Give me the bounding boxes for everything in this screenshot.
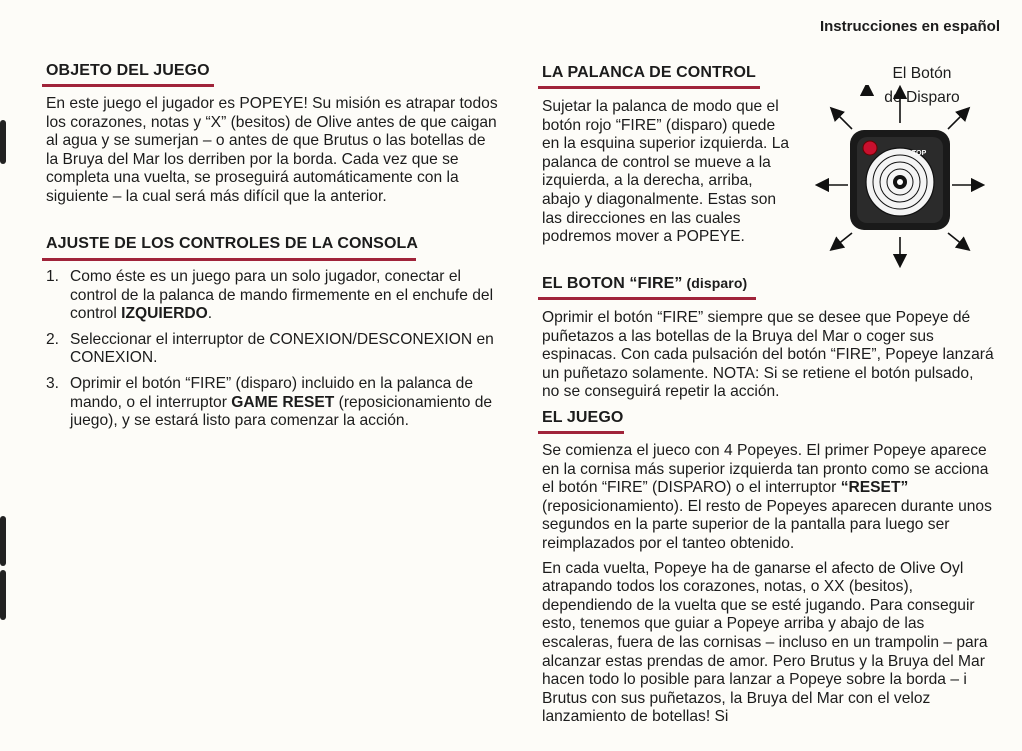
heading-rule [42,258,416,261]
joystick-diagram [800,85,1000,270]
heading-rule [538,431,624,434]
language-header: Instrucciones en español [819,18,1000,35]
binding-mark [0,516,6,566]
list-item-number: 2. [46,330,60,348]
boton-text: Oprimir el botón “FIRE” siempre que se desee que Popeye dé puñetazos a las botellas de la Bruya del Mar o coger sus espinacas. Con cada pulsación del botón “FIRE”, Popeye lanzará un puñetazo solamente. NOTA: Si se retiene el botón pulsado, no se conseguirá repetir la acción. [542,309,994,401]
callout-line-2: de Disparo [884,89,960,106]
fire-button-icon [863,141,877,155]
objetivo-heading: OBJETO DEL JUEGO [46,62,210,79]
juego-paragraph-2: En cada vuelta, Popeye ha de ganarse el afecto de Olive Oyl atrapando todos los corazones, notas, o XX (besitos), dependiendo de la vuelta que se esté jugando. Para conseguir esto, tenemos que guiar a Popeye arriba y abajo de las escaleras, fuera de las cornisas – incluso en un trampolin – para alcanzar estas prendas de amor. Pero Brutus y la Bruya del Mar hacen todo lo posible para lanzar a Popeye sobre la borda – i Brutus con sus puñetazos, la Bruya del Mar con el veloz lanzamiento de botellas! Si [542,559,988,726]
top-label: TOP [912,150,927,157]
list-item-number: 3. [46,374,60,392]
callout-line-1: El Botón [892,65,952,82]
juego-heading: EL JUEGO [542,409,624,426]
heading-rule [538,297,756,300]
list-item: 3. Oprimir el botón “FIRE” (disparo) incluido en la palanca de mando, o el interruptor GAME RESET (reposicionamiento de juego), y se estará listo para comenzar la acción. [46,374,493,430]
boton-heading: EL BOTON “FIRE” (disparo) [542,275,748,292]
juego-text [542,442,994,727]
palanca-text: Sujetar la palanca de modo que el botón rojo “FIRE” (disparo) quede en la esquina superior izquierda. La palanca de control se mueve a la izquierda, a la derecha, arriba, abajo y diagonalmente. Estas son las direcciones en las cuales podremos mover a POPEYE. [542,98,790,246]
ajuste-list [46,268,498,438]
ajuste-heading: AJUSTE DE LOS CONTROLES DE LA CONSOLA [46,235,419,252]
juego-paragraph-1: Se comienza el jueco con 4 Popeyes. El primer Popeye aparece en la cornisa más superior izquierda tan pronto como se acciona el botón “FIRE” (DISPARO) o el interruptor “RESET” (reposicionamiento). El resto de Popeyes aparecen durante unos segundos en la parte superior de la pantalla para luego ser reimplazados por el tanteo obtenido. [542,442,992,552]
binding-mark [0,120,6,164]
heading-rule [42,84,214,87]
heading-rule [538,86,760,89]
objetivo-text: En este juego el jugador es POPEYE! Su misión es atrapar todos los corazones, notas y “X” (besitos) de Olive antes de que caigan al agua y se sumerjan – o antes de que Brutus o las botellas de la Bruya del Mar los derriben por la borda. Cada vez que se completa una vuelta, se proseguirá automáticamente con la siguiente – la cual será más difícil que la anterior. [46,95,498,205]
palanca-heading: LA PALANCA DE CONTROL [542,64,756,81]
binding-mark [0,570,6,620]
list-item: 1. Como éste es un juego para un solo jugador, conectar el control de la palanca de mando firmemente en el enchufe del control IZQUIERDO. [46,268,494,323]
list-item: 2. Seleccionar el interruptor de CONEXION/DESCONEXION en CONEXION. [46,330,494,367]
list-item-number: 1. [46,268,60,285]
